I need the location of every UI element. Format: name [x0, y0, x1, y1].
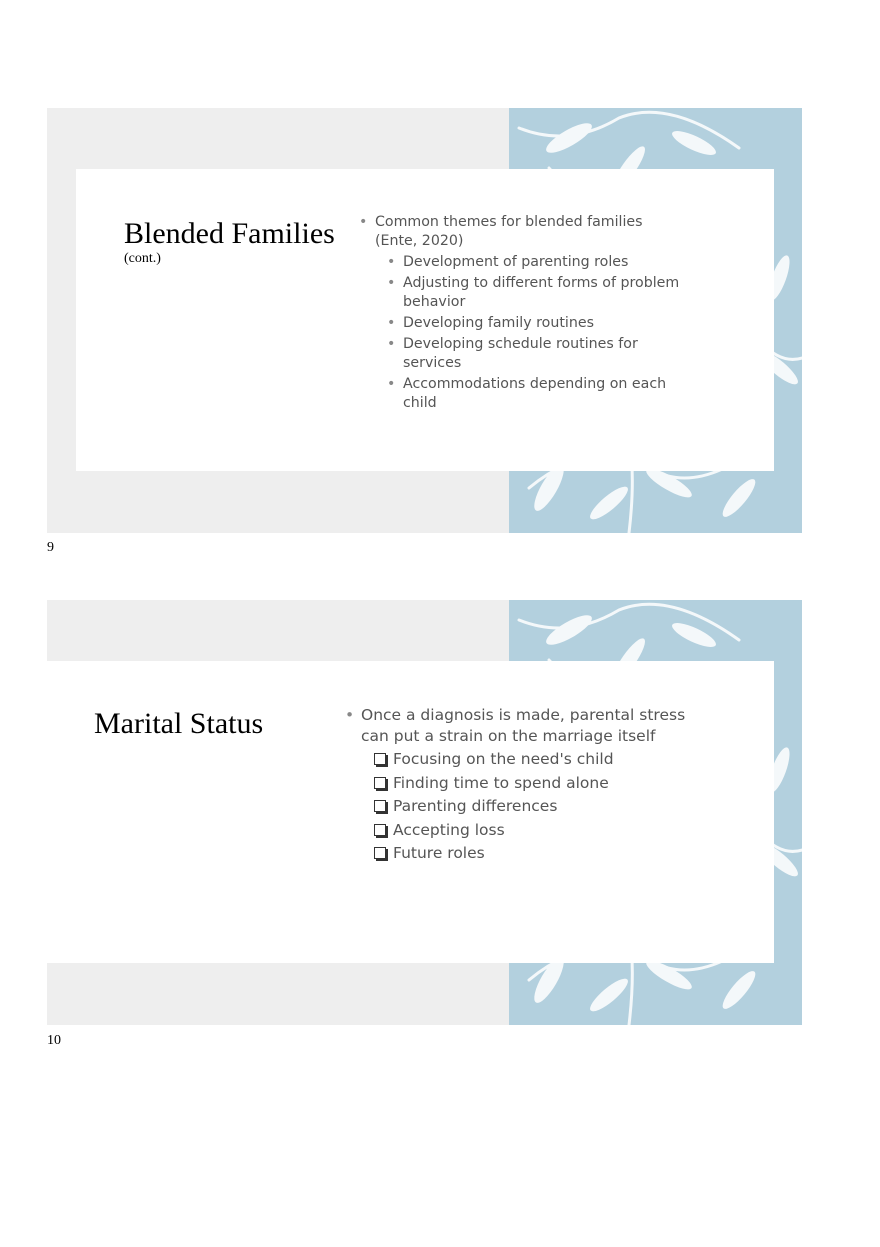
sub-bullet-item: • Development of parenting roles: [359, 253, 689, 272]
slide-title: Marital Status: [94, 707, 264, 740]
bullet-item: • Once a diagnosis is made, parental stress can put a strain on the marriage itself: [345, 705, 690, 746]
checkbox-icon: [374, 800, 386, 812]
checkbox-item: Accepting loss: [345, 820, 690, 841]
checkbox-item: Finding time to spend alone: [345, 773, 690, 794]
checkbox-icon: [374, 753, 386, 765]
slide-subtitle: (cont.): [124, 251, 161, 266]
slide-content: [359, 213, 689, 413]
page-number: 10: [47, 1033, 61, 1048]
slide-9: [47, 108, 802, 533]
bullet-item: • Common themes for blended families (Ente, 2020): [359, 213, 689, 251]
checkbox-icon: [374, 847, 386, 859]
sub-bullet-item: • Accommodations depending on each child: [359, 375, 689, 413]
page-number: 9: [47, 540, 54, 555]
checkbox-item: Future roles: [345, 843, 690, 864]
checkbox-icon: [374, 777, 386, 789]
slide-card: [76, 169, 774, 471]
checkbox-icon: [374, 824, 386, 836]
slide-title: Blended Families: [124, 217, 335, 250]
sub-bullet-item: • Developing schedule routines for services: [359, 335, 689, 373]
checkbox-item: Parenting differences: [345, 796, 690, 817]
slide-content: [345, 705, 690, 864]
slide-10: [47, 600, 802, 1025]
sub-bullet-item: • Adjusting to different forms of problem behavior: [359, 274, 689, 312]
checkbox-item: Focusing on the need's child: [345, 749, 690, 770]
slide-card: [47, 661, 774, 963]
sub-bullet-item: • Developing family routines: [359, 314, 689, 333]
